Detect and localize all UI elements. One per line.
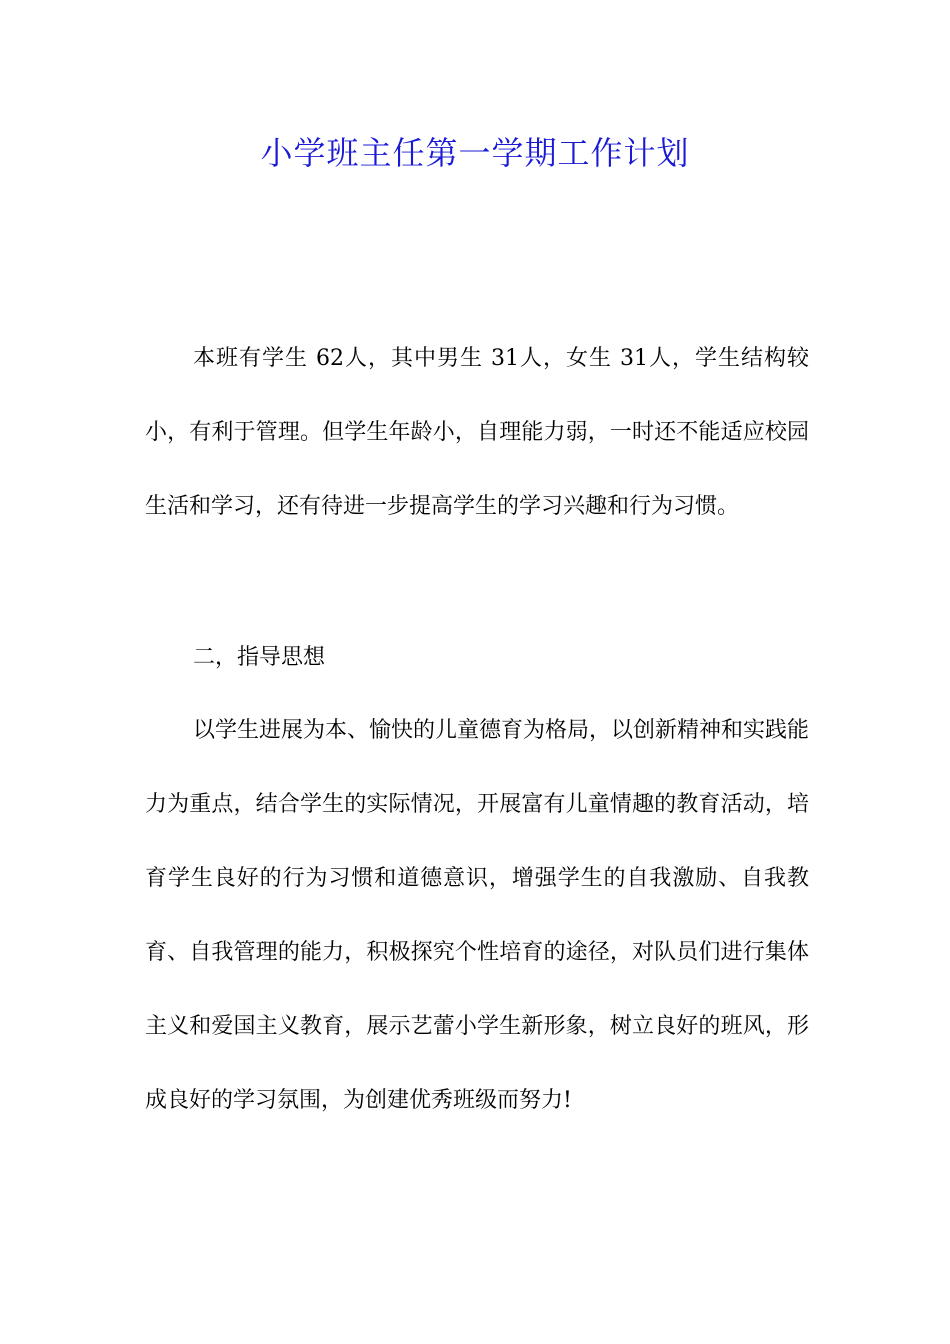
document-title: 小学班主任第一学期工作计划 (260, 134, 690, 172)
guiding-ideology-paragraph: 以学生进展为本、愉快的儿童德育为格局，以创新精神和实践能力为重点，结合学生的实际情况，开展富有儿童情趣的教育活动，培育学生良好的行为习惯和道德意识，增强学生的自我激励、自我教育、自我管理的能力，积极探究个性培育的途径，对队员们进行集体主义和爱国主义教育，展示艺蕾小学生新形象，树立良好的班风，形成良好的学习氛围，为创建优秀班级而努力! (145, 718, 810, 1113)
intro-paragraph: 本班有学生 62人，其中男生 31人，女生 31人，学生结构较小，有利于管理。但学生年龄小，自理能力弱，一时还不能适应校园生活和学习，还有待进一步提高学生的学习兴趣和行为习惯。 (145, 346, 809, 519)
section-heading: 二，指导思想 (193, 645, 326, 670)
